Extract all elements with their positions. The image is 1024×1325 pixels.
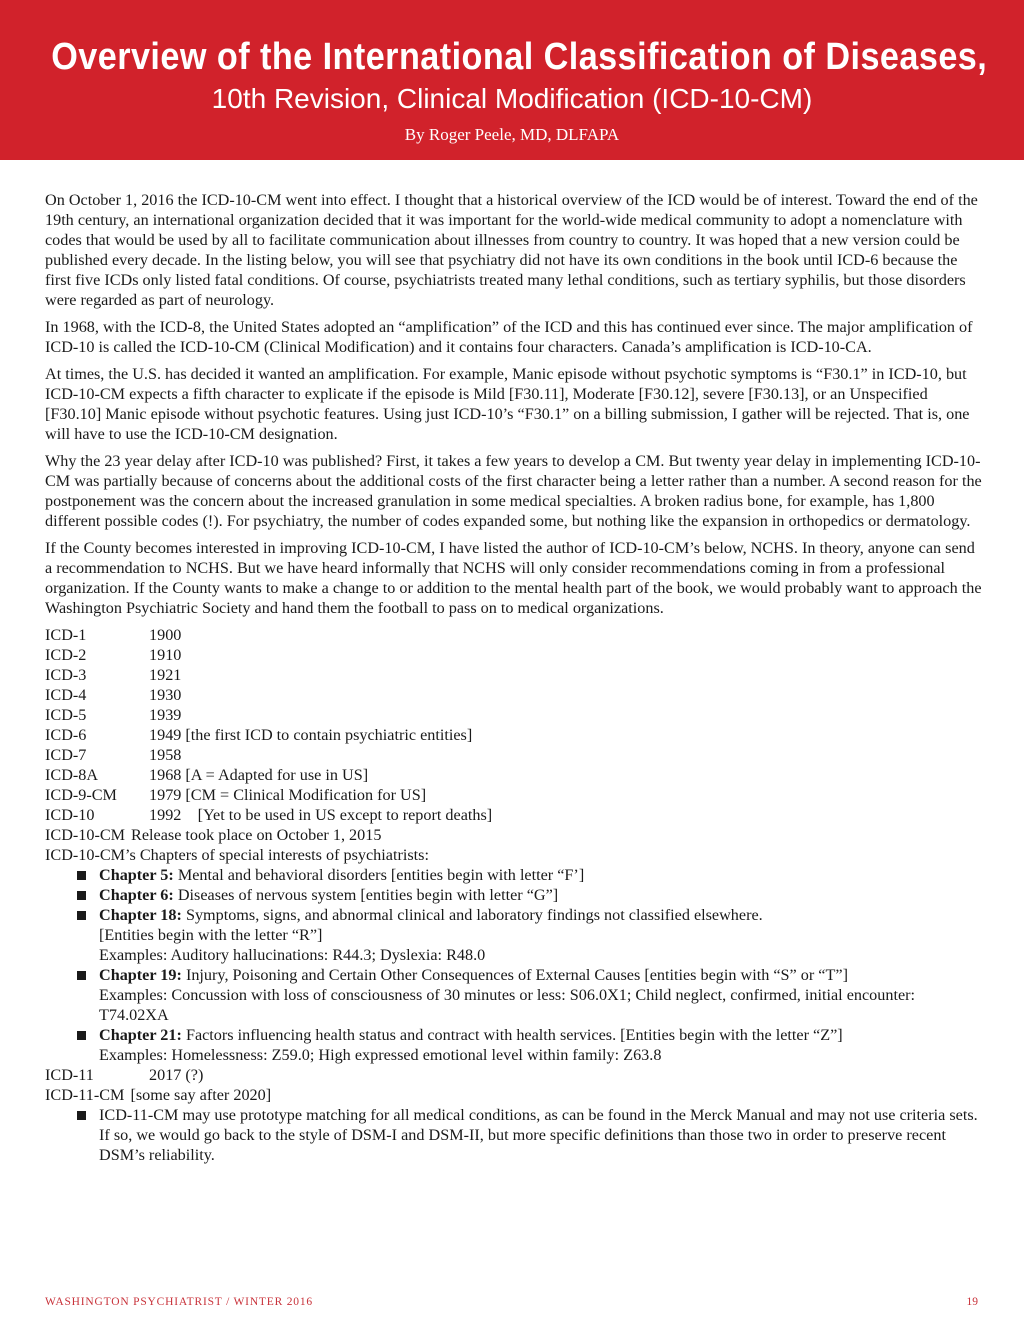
chapter-text: Factors influencing health status and contract with health services. [Entities begin with the letter “Z”]	[185, 1026, 843, 1044]
icd-info: 1979 [CM = Clinical Modification for US]	[149, 786, 427, 804]
list-item	[45, 965, 985, 1025]
chapter-label: Chapter 18:	[99, 906, 182, 924]
icd-info: 1930	[149, 686, 182, 704]
paragraph-5: If the County becomes interested in improving ICD-10-CM, I have listed the author of ICD-10-CM’s below, NCHS. In theory, anyone can send a recommendation to NCHS. But we have heard informally that NCHS will only consider recommendations coming in from a professional organization. If the County wants to make a change to or addition to the mental health part of the book, we would probably want to approach the Washington Psychiatric Society and hand them the football to pass on to medical organizations.	[45, 539, 982, 617]
icd-code: ICD-8A	[45, 766, 99, 784]
icd-code: ICD-11	[45, 1066, 94, 1084]
square-bullet-icon	[77, 871, 86, 880]
timeline-row	[45, 645, 985, 665]
icd-info: Release took place on October 1, 2015	[131, 826, 382, 844]
timeline-row	[45, 625, 985, 645]
chapter-examples: Examples: Homelessness: Z59.0; High expressed emotional level within family: Z63.8	[99, 1046, 662, 1064]
article-title: Overview of the International Classification of Diseases,	[51, 36, 988, 78]
icd-code: ICD-2	[45, 646, 87, 664]
paragraph-2: In 1968, with the ICD-8, the United States adopted an “amplification” of the ICD and this has continued ever since. The major amplification of ICD-10 is called the ICD-10-CM (Clinical Modification) and it contains four characters. Canada’s amplification is ICD-10-CA.	[45, 318, 973, 356]
chapter-text: Mental and behavioral disorders [entities begin with letter “F’]	[177, 866, 585, 884]
chapter-label: Chapter 6:	[99, 886, 174, 904]
icd-code: ICD-3	[45, 666, 87, 684]
icd-code: ICD-10	[45, 806, 95, 824]
chapter-label: Chapter 19:	[99, 966, 182, 984]
chapter-text: Symptoms, signs, and abnormal clinical and laboratory findings not classified elsewhere.	[185, 906, 763, 924]
icd-code: ICD-10-CM	[45, 826, 126, 844]
square-bullet-icon	[77, 1031, 86, 1040]
paragraph-4: Why the 23 year delay after ICD-10 was published? First, it takes a few years to develop a CM. But twenty year delay in implementing ICD-10-CM was partially because of concerns about the additional costs of the first character being a letter rather than a number. A second reason for the postponement was the concern about the increased granulation in some medical specialties. A broken radius bone, for example, has 1,800 different possible codes (!). For psychiatry, the number of codes expanded some, but nothing like the expansion in orthopedics or dermatology.	[45, 452, 982, 530]
chapter-list	[45, 865, 985, 1065]
icd-code: ICD-9-CM	[45, 786, 117, 804]
timeline-row	[45, 825, 985, 845]
icd-info: 1968 [A = Adapted for use in US]	[149, 766, 369, 784]
chapters-heading: ICD-10-CM’s Chapters of special interests of psychiatrists:	[45, 846, 429, 864]
icd-code: ICD-7	[45, 746, 87, 764]
icd-info: 1921	[149, 666, 182, 684]
square-bullet-icon	[77, 891, 86, 900]
icd-info: 1900	[149, 626, 182, 644]
icd11cm-note: ICD-11-CM may use prototype matching for all medical conditions, as can be found in the Merck Manual and may not use criteria sets. If so, we would go back to the style of DSM-I and DSM-II, but more specific definitions than those two in order to preserve recent DSM’s reliability.	[99, 1106, 978, 1164]
article-subtitle: 10th Revision, Clinical Modification (ICD-10-CM)	[211, 83, 813, 114]
list-item	[45, 1025, 985, 1065]
icd-info: 1939	[149, 706, 182, 724]
chapter-examples: Examples: Concussion with loss of consciousness of 30 minutes or less: S06.0X1; Child neglect, confirmed, initial encounter: T74.02XA	[99, 986, 916, 1024]
chapter-label: Chapter 21:	[99, 1026, 182, 1044]
icd-info: [some say after 2020]	[130, 1086, 272, 1104]
icd-info: 1949 [the first ICD to contain psychiatric entities]	[149, 726, 473, 744]
icd-info: 1910	[149, 646, 182, 664]
chapter-examples: Examples: Auditory hallucinations: R44.3; Dyslexia: R48.0	[99, 946, 486, 964]
publication-footer: WASHINGTON PSYCHIATRIST / WINTER 2016	[45, 1296, 313, 1308]
page-number: 19	[966, 1296, 978, 1308]
chapter-text: Diseases of nervous system [entities begin with letter “G”]	[177, 886, 559, 904]
timeline-row	[45, 1065, 985, 1085]
timeline-row	[45, 805, 985, 825]
icd-code: ICD-6	[45, 726, 87, 744]
icd-code: ICD-11-CM	[45, 1086, 125, 1104]
square-bullet-icon	[77, 971, 86, 980]
paragraph-3: At times, the U.S. has decided it wanted an amplification. For example, Manic episode without psychotic symptoms is “F30.1” in ICD-10, but ICD-10-CM expects a fifth character to explicate if the episode is Mild [F30.11], Moderate [F30.12], severe [F30.13], or an Unspecified [F30.10] Manic episode without psychotic features. Using just ICD-10’s “F30.1” on a billing submission, I gather will be rejected. That is, one will have to use the ICD-10-CM designation.	[45, 365, 970, 443]
icd-code: ICD-5	[45, 706, 87, 724]
chapter-label: Chapter 5:	[99, 866, 174, 884]
square-bullet-icon	[77, 911, 86, 920]
icd-code: ICD-4	[45, 686, 87, 704]
square-bullet-icon	[77, 1111, 86, 1120]
timeline-row	[45, 765, 985, 785]
list-item	[45, 865, 985, 885]
timeline-row	[45, 785, 985, 805]
chapter-text: [Entities begin with the letter “R”]	[99, 926, 323, 944]
icd-info: 1992 [Yet to be used in US except to report deaths]	[149, 806, 493, 824]
icd11-list	[45, 1105, 985, 1165]
icd-info: 2017 (?)	[149, 1066, 204, 1084]
timeline-row	[45, 665, 985, 685]
list-item	[45, 905, 985, 965]
chapter-text: Injury, Poisoning and Certain Other Consequences of External Causes [entities begin with “S” or “T”]	[185, 966, 848, 984]
icd-code: ICD-1	[45, 626, 87, 644]
timeline-row	[45, 745, 985, 765]
icd-info: 1958	[149, 746, 182, 764]
list-item	[45, 1105, 985, 1165]
title-banner	[0, 0, 1024, 160]
article-body	[45, 190, 985, 1165]
timeline-row	[45, 1085, 985, 1105]
timeline-row	[45, 705, 985, 725]
paragraph-1: On October 1, 2016 the ICD-10-CM went into effect. I thought that a historical overview of the ICD would be of interest. Toward the end of the 19th century, an international organization decided that it was important for the world-wide medical community to adopt a nomenclature with codes that would be used by all to facilitate communication about illnesses from country to country. It was hoped that a new version could be published every decade. In the listing below, you will see that psychiatry did not have its own conditions in the book until ICD-6 because the first five ICDs only listed fatal conditions. Of course, psychiatrists treated many lethal conditions, such as tertiary syphilis, but those disorders were regarded as part of neurology.	[45, 191, 978, 309]
timeline-row	[45, 725, 985, 745]
timeline-row	[45, 685, 985, 705]
author-byline: By Roger Peele, MD, DLFAPA	[404, 125, 620, 144]
icd-timeline	[45, 625, 985, 1165]
list-item	[45, 885, 985, 905]
